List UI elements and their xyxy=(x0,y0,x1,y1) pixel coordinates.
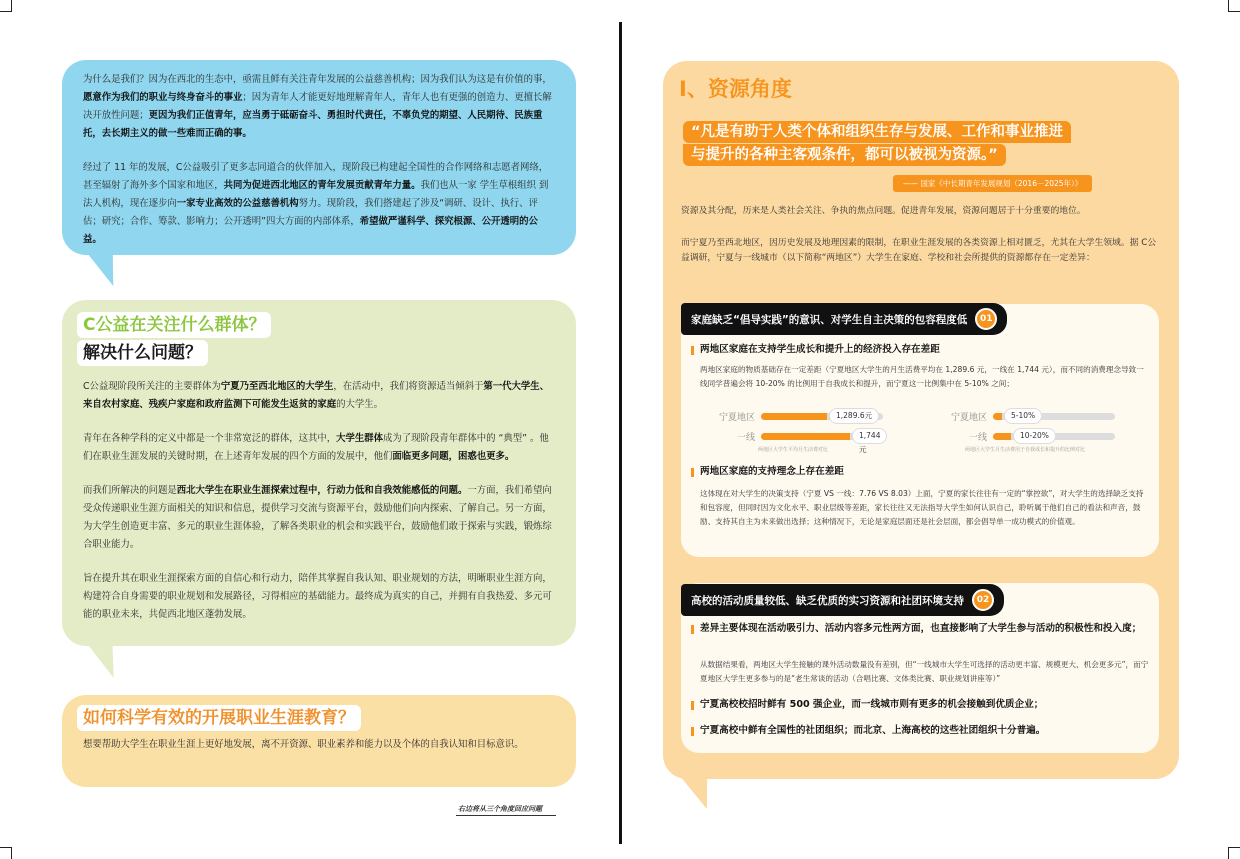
crop-mark xyxy=(1228,847,1240,848)
growth-ratio-bar xyxy=(993,413,1002,420)
resource-paragraph-1: 资源及其分配，历来是人类社会关注、争执的焦点问题。促进青年发展，资源问题居于十分重要的地位。 xyxy=(681,206,1086,216)
text-run: 成为了现阶段青年群体中的 “典型” 。他们在职业生涯发展的关键时期，在上述青年发展的四个方面的发展中，他们 xyxy=(83,433,549,462)
bold-text: 共同为促进西北地区的青年发展贡献青年力量。 xyxy=(223,180,421,191)
bold-text: 一家专业高效的公益慈善机构 xyxy=(176,198,299,209)
bold-text: 宁夏乃至西北地区的大学生 xyxy=(220,381,334,392)
school-card-label xyxy=(681,584,1004,616)
living-cost-label: 一线 xyxy=(736,432,755,443)
page-divider xyxy=(619,22,622,844)
family-text1: 两地区家庭的物质基础存在一定差距（宁夏地区大学生的月生活费平均在 1,289.6 元，一线在 1,744 元），而不同的消费理念导致一线同学普遍会将 10-20% 的比例用于自我成长和提升，而宁夏这一比例集中在 5-10% 之间； xyxy=(700,365,1144,388)
intro-paragraph-1 xyxy=(83,71,556,143)
school-text1: 从数据结果看，两地区大学生接触的课外活动数量没有差别，但“一线城市大学生可选择的活动更丰富、规模更大、机会更多元”，而宁夏地区大学生更多参与的是“老生常谈的活动（合唱比赛、文体类比赛、职业规划讲座等）” xyxy=(700,660,1149,683)
growth-ratio-bar xyxy=(993,433,1011,440)
who-paragraph-4: 旨在提升其在职业生涯探索方面的自信心和行动力，陪伴其掌握自我认知、职业规划的方法，明晰职业生涯方向，构建符合自身需要的职业规划和发展路径，习得相应的基础能力。最终成为真实的自己，并拥有自我热爱、多元可能的职业未来，共促西北地区蓬勃发展。 xyxy=(83,573,552,620)
school-card-label-text: 高校的活动质量较低、缺乏优质的实习资源和社团环境支持 xyxy=(691,594,964,607)
living-cost-row xyxy=(693,406,893,426)
family-text2: 这体现在对大学生的决策支持（宁夏 VS 一线：7.76 VS 8.03）上面，宁夏的家长往往有一定的“掌控欲”，对大学生的选择缺乏支持和包容度，但同时因为文化水平、职业层级等差距，家长往往又无法指导大学生如何认识自己，聆听属于他们自己的看法和声音，鼓励、支持其自主为未来做出选择；这种情况下，无论是家庭层面还是社会层面，都会倡导单一成功模式的价值观。 xyxy=(700,489,1144,526)
resource-paragraph-2: 而宁夏乃至西北地区，因历史发展及地理因素的限制，在职业生涯发展的各类资源上相对匮乏，尤其在大学生领域。据 C公益调研，宁夏与一线城市（以下简称“两地区”）大学生在家庭、学校和社会所提供的资源都存在一定差异： xyxy=(681,238,1157,263)
growth-ratio-row xyxy=(925,406,1125,426)
bold-text: 第一代大学生、来自农村家庭、残疾户家庭和政府监测下可能发生返贫的家庭 xyxy=(83,381,549,410)
speech-bubble-tail xyxy=(679,775,721,809)
who-paragraph-2 xyxy=(83,430,556,466)
school-sub3: 宁夏高校中鲜有全国性的社团组织；而北京、上海高校的这些社团组织十分普遍。 xyxy=(691,723,1151,739)
text-run: 青年在各种学科的定义中都是一个非常宽泛的群体，这其中， xyxy=(83,433,337,444)
text-run: 的大学生。 xyxy=(336,399,384,410)
how-bubble xyxy=(62,695,576,787)
who-title-line1: C公益在关注什么群体？ xyxy=(77,312,271,338)
text-run: ，在活动中，我们将资源适当倾斜于 xyxy=(333,381,484,392)
resource-bubble xyxy=(663,61,1179,779)
who-paragraph-3 xyxy=(83,482,556,554)
text-run: ；因为青年人才能更好地理解青年人，青年人也有更强的创造力、更擅长解决开放性问题； xyxy=(83,92,552,121)
living-cost-label: 宁夏地区 xyxy=(718,412,755,423)
text-run: 我们也从一家 学生草根组织 到 法人机构，现在逐步向 xyxy=(83,180,549,209)
living-cost-chart xyxy=(693,406,893,453)
quote-source: —— 国家《中长期青年发展规划（2016－2025年）》 xyxy=(893,175,1092,192)
bold-text: 愿意作为我们的职业与终身奋斗的事业 xyxy=(83,92,243,103)
who-paragraph-1 xyxy=(83,378,556,414)
growth-ratio-label: 宁夏地区 xyxy=(950,412,987,423)
quote-line-2: 与提升的各种主客观条件，都可以被视为资源。” xyxy=(683,144,1006,166)
intro-paragraph-2 xyxy=(83,159,556,249)
who-bubble xyxy=(62,300,576,646)
growth-ratio-value-label: 10-20% xyxy=(1013,428,1056,444)
family-card-label-text: 家庭缺乏“倡导实践”的意识、对学生自主决策的包容程度低 xyxy=(691,313,968,326)
school-sub1: 差异主要体现在活动吸引力、活动内容多元性两方面，也直接影响了大学生参与活动的积极性和投入度； xyxy=(691,621,1151,637)
footnote-underline xyxy=(456,815,556,816)
growth-ratio-track xyxy=(993,410,1115,420)
bold-text: 希望做严谨科学、探究根源、公开透明的公益。 xyxy=(83,216,538,245)
growth-ratio-track xyxy=(993,430,1115,440)
text-run: 努力。现阶段，我们搭建起了涉及“调研、设计、执行、评估；研究；合作、筹款、影响力；公开透明”四大方面的内部体系， xyxy=(83,198,538,227)
growth-ratio-row xyxy=(925,426,1125,446)
crop-mark xyxy=(11,847,12,859)
text-run: 经过了 11 年的发展，C公益吸引了更多志同道合的伙伴加入，现阶段已构建起全国性的合作网络和志愿者网络，甚至辐射了海外多个国家和地区， xyxy=(83,162,549,191)
family-sub1: 两地区家庭在支持学生成长和提升上的经济投入存在差距 xyxy=(691,342,1151,358)
text-run: 为什么是我们？因为在西北的生态中，亟需且鲜有关注青年发展的公益慈善机构；因为我们认为这是有价值的事， xyxy=(83,74,552,85)
bold-text: 面临更多问题，困惑也更多。 xyxy=(392,451,515,462)
living-cost-track xyxy=(761,410,883,420)
bold-text: 大学生群体 xyxy=(336,433,384,444)
growth-ratio-chart xyxy=(925,406,1125,453)
crop-mark xyxy=(11,0,12,12)
school-card-number: 02 xyxy=(972,589,994,611)
text-run: 一方面，我们希望向受众传递职业生涯方面相关的知识和信息，提供学习交流与资源平台，鼓励他们向内探索、了解自己。另一方面，为大学生创造更丰富、多元的职业生涯体验，了解各类职业的机会和实践平台，鼓励他们敢于探索与实践，锻炼综合职业能力。 xyxy=(83,485,552,550)
text-run: 而我们所解决的问题是 xyxy=(83,485,177,496)
growth-ratio-label: 一线 xyxy=(968,432,987,443)
living-cost-value-label: 1,744元 xyxy=(852,428,887,444)
quote-line-1: “凡是有助于人类个体和组织生存与发展、工作和事业推进 xyxy=(683,121,1071,143)
living-cost-value-label: 1,289.6元 xyxy=(829,408,879,424)
how-title: 如何科学有效的开展职业生涯教育？ xyxy=(77,705,361,731)
who-title-line2: 解决什么问题？ xyxy=(77,340,208,366)
crop-mark xyxy=(1228,0,1229,12)
speech-bubble-tail xyxy=(85,250,128,286)
section-title: Ⅰ、资源角度 xyxy=(679,77,792,101)
school-sub2: 宁夏高校校招时鲜有 500 强企业，而一线城市则有更多的机会接触到优质企业； xyxy=(691,697,1151,713)
family-sub2: 两地区家庭的支持理念上存在差距 xyxy=(691,464,1151,480)
living-cost-bar xyxy=(761,413,827,420)
how-text: 想要帮助大学生在职业生涯上更好地发展，离不开资源、职业素养和能力以及个体的自我认知和目标意识。 xyxy=(83,739,524,750)
living-cost-chart-caption: 两地区大学生平均月生活费对比 xyxy=(757,447,828,453)
family-card-number: 01 xyxy=(975,308,997,330)
bold-text: 更因为我们正值青年，应当勇于砥砺奋斗、勇担时代责任，不辜负党的期望、人民期待、民族重托，去长期主义的做一些难而正确的事。 xyxy=(83,110,543,139)
family-card-label xyxy=(681,303,1007,335)
living-cost-bar xyxy=(761,433,850,440)
crop-mark xyxy=(1228,847,1229,859)
growth-ratio-chart-caption: 两地区大学生月生活费用于自我成长和提升的比例对比 xyxy=(964,447,1085,453)
intro-bubble xyxy=(62,60,576,255)
growth-ratio-value-label: 5-10% xyxy=(1004,408,1042,424)
footnote: 右边将从三个角度回应问题 xyxy=(458,805,542,813)
text-run: C公益现阶段所关注的主要群体为 xyxy=(83,381,221,392)
bold-text: 西北大学生在职业生涯探索过程中，行动力低和自我效能感低的问题。 xyxy=(176,485,468,496)
crop-mark xyxy=(1228,11,1240,12)
